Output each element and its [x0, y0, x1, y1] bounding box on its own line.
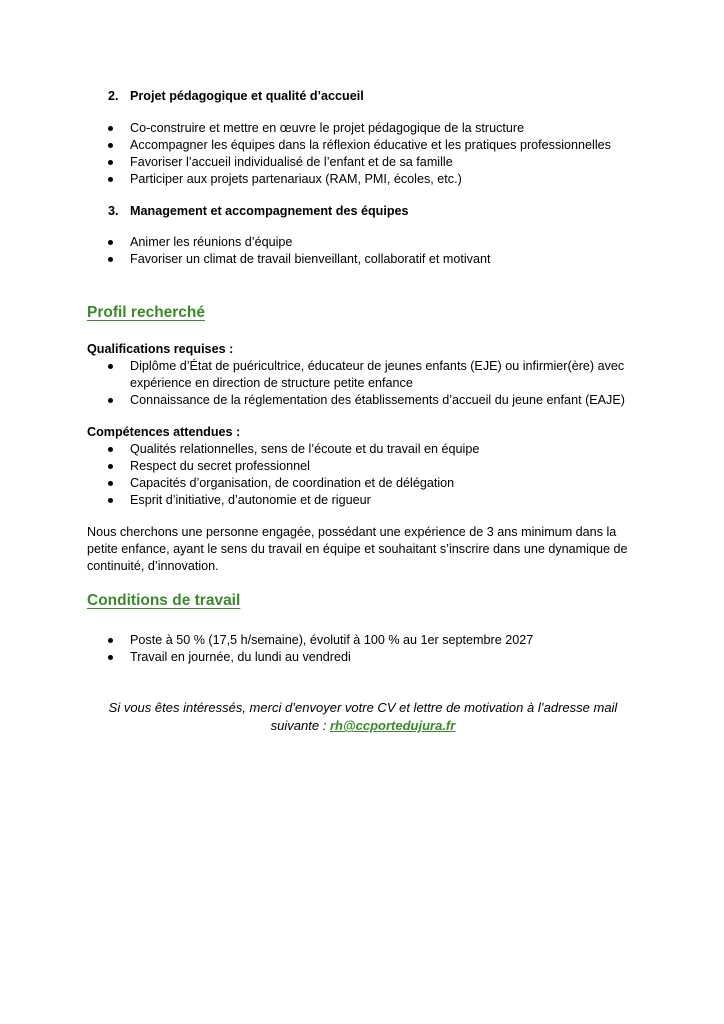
list-item: Connaissance de la réglementation des établissements d’accueil du jeune enfant (EAJE) — [0, 392, 650, 409]
section-title: Projet pédagogique et qualité d’accueil — [130, 89, 364, 103]
bullet-icon — [108, 481, 113, 486]
list-item: Esprit d’initiative, d’autonomie et de rigueur — [0, 492, 650, 509]
competences-label: Compétences attendues : — [87, 425, 241, 439]
list-item: Favoriser l’accueil individualisé de l’enfant et de sa famille — [0, 154, 650, 171]
bullet-icon — [108, 498, 113, 503]
conditions-title: Conditions de travail — [87, 592, 241, 609]
profil-title: Profil recherché — [87, 304, 206, 321]
profile-paragraph: Nous cherchons une personne engagée, possédant une expérience de 3 ans minimum dans la petite enfance, ayant le sens du travail en équipe et souhaitant s’inscrire dans une dynamique de continuité, d’innovation. — [87, 525, 628, 573]
bullet-icon — [108, 240, 113, 245]
list-item: Participer aux projets partenariaux (RAM, PMI, écoles, etc.) — [0, 171, 650, 188]
section-2-list — [0, 120, 724, 188]
bullet-icon — [108, 398, 113, 403]
competences-list — [0, 441, 724, 509]
bullet-icon — [108, 126, 113, 131]
bullet-icon — [108, 364, 113, 369]
list-item: Capacités d’organisation, de coordination et de délégation — [0, 475, 650, 492]
list-item: Diplôme d’État de puéricultrice, éducateur de jeunes enfants (EJE) ou infirmier(ère) avec expérience en direction de structure petite enfance — [0, 358, 650, 392]
section-3-list — [0, 234, 724, 268]
bullet-icon — [108, 638, 113, 643]
bullet-icon — [108, 177, 113, 182]
qualifications-list — [0, 358, 724, 409]
list-item: Poste à 50 % (17,5 h/semaine), évolutif à 100 % au 1er septembre 2027 — [0, 632, 650, 649]
section-number: 3. — [108, 204, 119, 218]
bullet-icon — [108, 655, 113, 660]
bullet-icon — [108, 464, 113, 469]
section-number: 2. — [108, 89, 119, 103]
closing-text: Si vous êtes intéressés, merci d’envoyer votre CV et lettre de motivation à l’adresse mail suivante : — [108, 700, 618, 733]
closing-paragraph — [87, 699, 639, 735]
list-item: Co-construire et mettre en œuvre le projet pédagogique de la structure — [0, 120, 650, 137]
qualifications-label: Qualifications requises : — [87, 342, 234, 356]
list-item: Accompagner les équipes dans la réflexion éducative et les pratiques professionnelles — [0, 137, 650, 154]
list-item: Qualités relationnelles, sens de l’écoute et du travail en équipe — [0, 441, 650, 458]
bullet-icon — [108, 257, 113, 262]
bullet-icon — [108, 447, 113, 452]
bullet-icon — [108, 143, 113, 148]
email-link[interactable]: rh@ccportedujura.fr — [329, 718, 456, 733]
list-item: Animer les réunions d’équipe — [0, 234, 650, 251]
list-item: Respect du secret professionnel — [0, 458, 650, 475]
list-item: Favoriser un climat de travail bienveillant, collaboratif et motivant — [0, 251, 650, 268]
section-title: Management et accompagnement des équipes — [130, 204, 409, 218]
bullet-icon — [108, 160, 113, 165]
list-item: Travail en journée, du lundi au vendredi — [0, 649, 650, 666]
conditions-list — [0, 632, 724, 666]
